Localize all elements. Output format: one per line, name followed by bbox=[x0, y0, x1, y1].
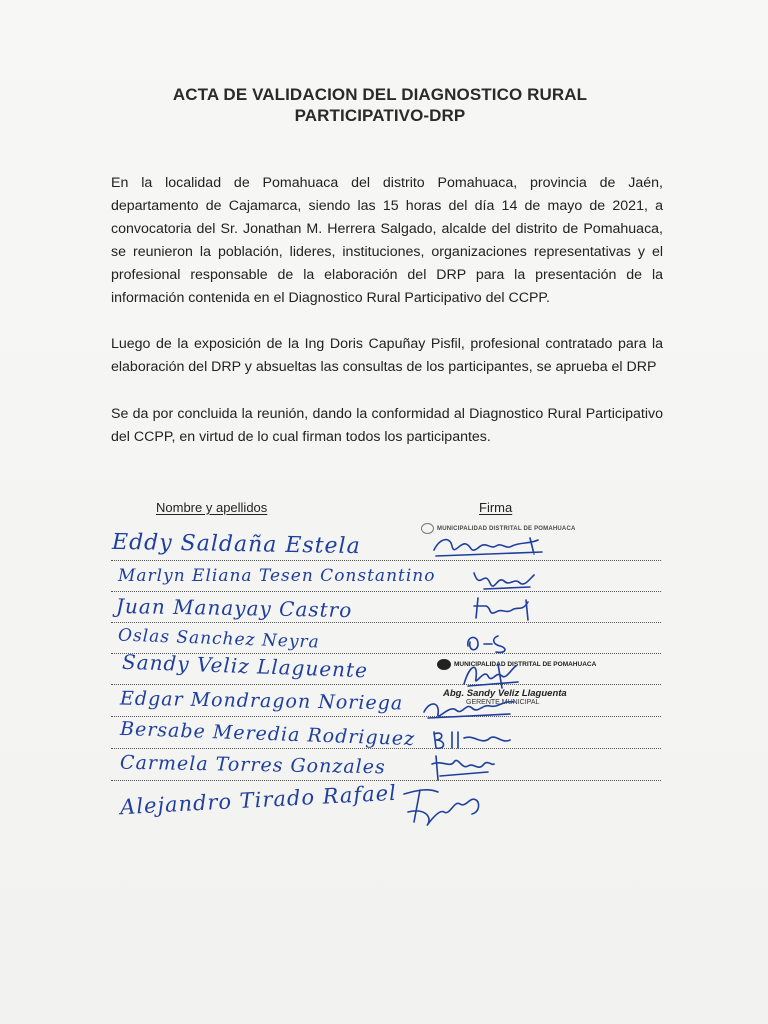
title-line-1: ACTA DE VALIDACION DEL DIAGNOSTICO RURAL bbox=[172, 85, 588, 104]
title-line-2: PARTICIPATIVO-DRP bbox=[294, 106, 466, 125]
row-line bbox=[111, 684, 661, 685]
signature-2 bbox=[470, 565, 540, 595]
document-title bbox=[80, 84, 680, 126]
participant-name: Juan Manayay Castro bbox=[115, 593, 353, 623]
column-header-signature: Firma bbox=[479, 500, 513, 515]
stamp-signer-role: GERENTE MUNICIPAL bbox=[466, 699, 540, 706]
stamp-title: MUNICIPALIDAD DISTRITAL DE POMAHUACA bbox=[437, 526, 576, 533]
paragraph-closing: Se da por concluida la reunión, dando la conformidad al Diagnostico Rural Participativo del CCPP, en virtud de lo cual firman todos los participantes. bbox=[111, 406, 663, 445]
signature-5 bbox=[458, 658, 528, 692]
participant-name: Edgar Mondragon Noriega bbox=[119, 687, 404, 715]
participant-name: Eddy Saldaña Estela bbox=[111, 529, 361, 560]
signature-3 bbox=[470, 594, 540, 624]
participant-name: Oslas Sanchez Neyra bbox=[117, 625, 321, 653]
signature-6 bbox=[420, 692, 520, 724]
stamp-title: MUNICIPALIDAD DISTRITAL DE POMAHUACA bbox=[454, 661, 597, 669]
signature-8 bbox=[428, 750, 498, 784]
signature-9 bbox=[398, 782, 488, 832]
row-line bbox=[111, 560, 661, 561]
row-line bbox=[111, 591, 661, 592]
paragraph-opening: En la localidad de Pomahuaca del distrito Pomahuaca, provincia de Jaén, departamento de Cajamarca, siendo las 15 horas del día 14 de mayo de 2021, a convocatoria del Sr. Jonathan M. Herrera Salgado, alcalde del distrito de Pomahuaca, se reunieron la población, lideres, instituciones, organizaciones representativas y el profesional responsable de la elaboración del DRP para la presentación de la información contenida en el Diagnostico Rural Participativo del CCPP. bbox=[111, 175, 663, 306]
row-line bbox=[111, 716, 661, 717]
signature-1 bbox=[430, 528, 550, 562]
paragraph-exposition: Luego de la exposición de la Ing Doris Capuñay Pisfil, profesional contratado para la elaboración del DRP y absueltas las consultas de los participantes, se aprueba el DRP bbox=[111, 336, 663, 375]
participant-name: Carmela Torres Gonzales bbox=[119, 751, 386, 779]
row-line bbox=[111, 622, 661, 623]
participant-name: Marlyn Eliana Tesen Constantino bbox=[118, 566, 436, 586]
participant-name: Bersabe Meredia Rodriguez bbox=[119, 717, 416, 751]
signature-4 bbox=[462, 628, 522, 656]
participant-name: Alejandro Tirado Rafael bbox=[119, 780, 398, 820]
stamp-signer-name: Abg. Sandy Veliz Llaguenta bbox=[443, 688, 567, 699]
seal-icon bbox=[437, 659, 451, 670]
participant-name: Sandy Veliz Llaguente bbox=[121, 649, 369, 683]
column-header-name: Nombre y apellidos bbox=[156, 500, 268, 515]
